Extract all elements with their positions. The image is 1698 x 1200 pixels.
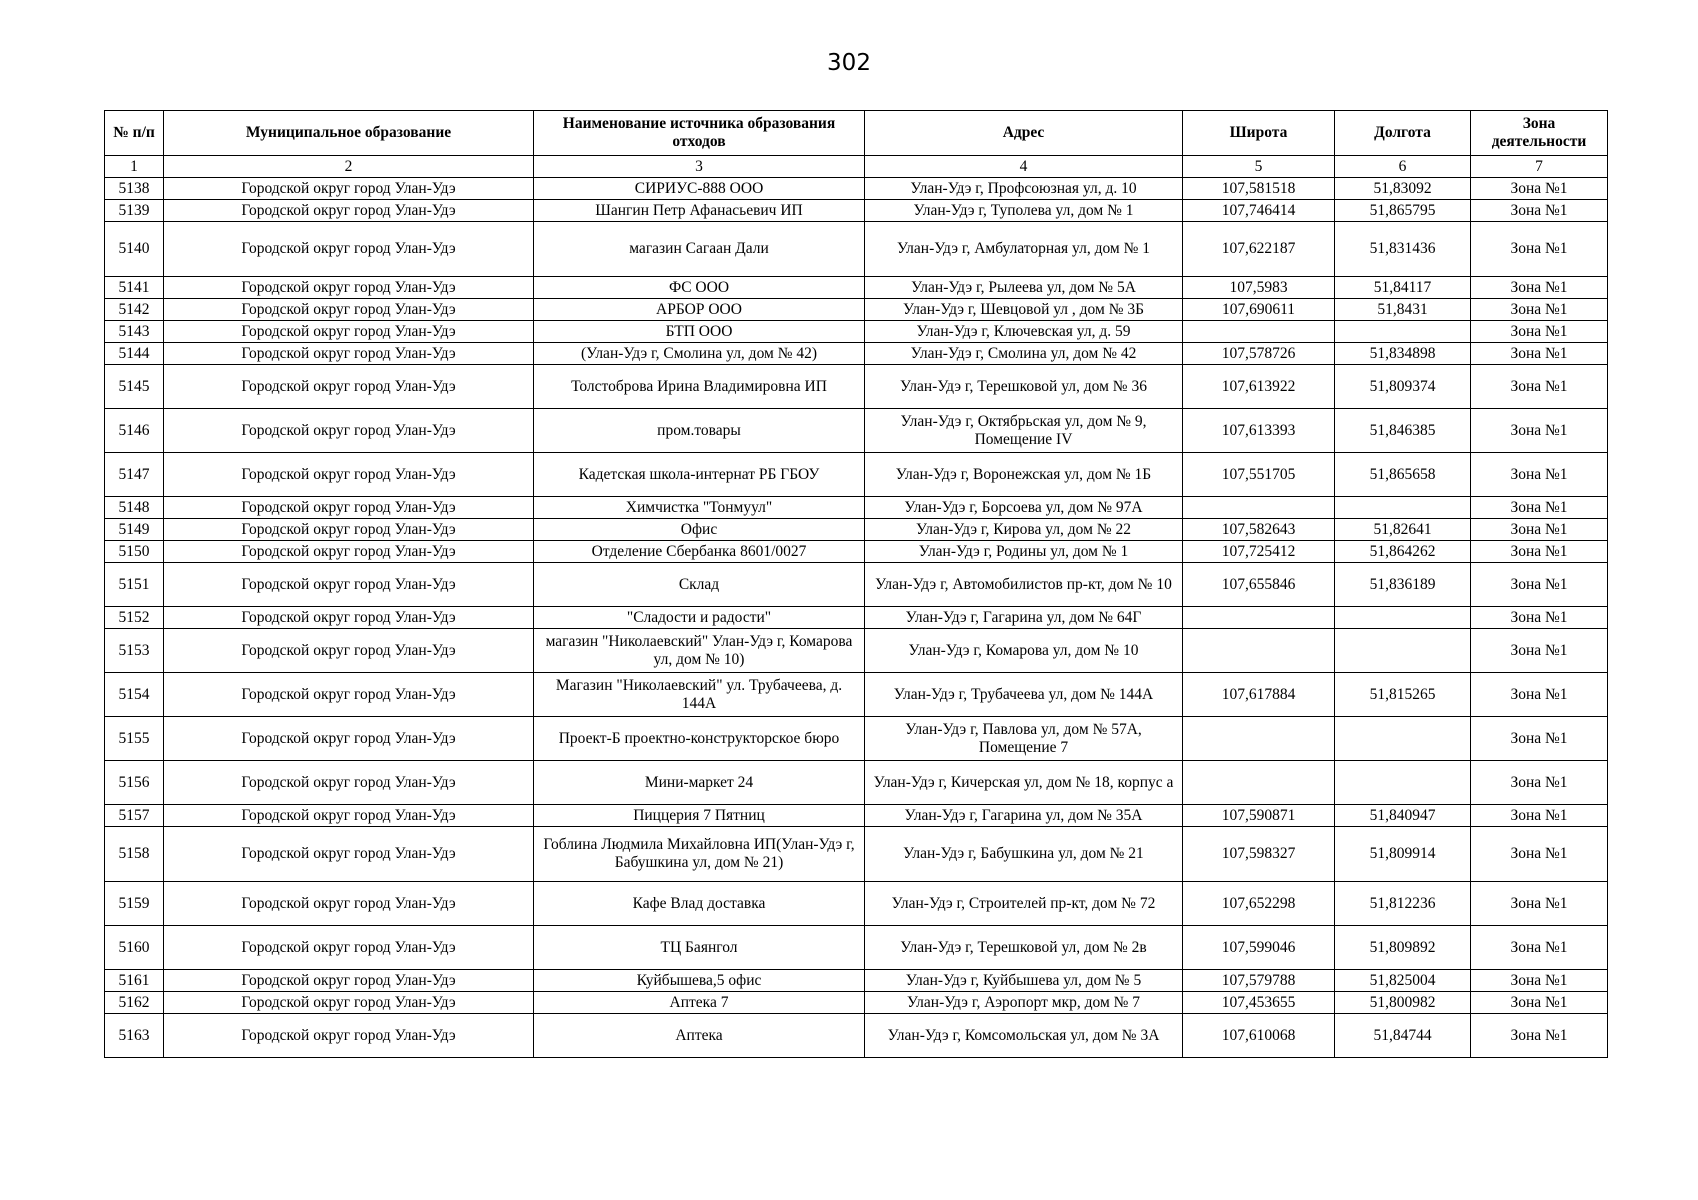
municipality-cell: Городской округ город Улан-Удэ <box>164 673 534 717</box>
longitude-cell <box>1335 497 1471 519</box>
source-cell: магазин Сагаан Дали <box>534 222 865 277</box>
address-cell: Улан-Удэ г, Амбулаторная ул, дом № 1 <box>865 222 1183 277</box>
source-cell: Шангин Петр Афанасьевич ИП <box>534 200 865 222</box>
source-cell: Химчистка "Тонмуул" <box>534 497 865 519</box>
column-number: 5 <box>1183 156 1335 178</box>
row-number: 5140 <box>105 222 164 277</box>
row-number: 5153 <box>105 629 164 673</box>
longitude-cell: 51,812236 <box>1335 882 1471 926</box>
municipality-cell: Городской округ город Улан-Удэ <box>164 519 534 541</box>
municipality-cell: Городской округ город Улан-Удэ <box>164 277 534 299</box>
address-cell: Улан-Удэ г, Шевцовой ул , дом № 3Б <box>865 299 1183 321</box>
longitude-cell: 51,84117 <box>1335 277 1471 299</box>
address-cell: Улан-Удэ г, Гагарина ул, дом № 64Г <box>865 607 1183 629</box>
latitude-cell: 107,610068 <box>1183 1014 1335 1058</box>
table-row <box>105 1014 1608 1058</box>
longitude-cell: 51,846385 <box>1335 409 1471 453</box>
address-cell: Улан-Удэ г, Комарова ул, дом № 10 <box>865 629 1183 673</box>
municipality-cell: Городской округ город Улан-Удэ <box>164 970 534 992</box>
address-cell: Улан-Удэ г, Профсоюзная ул, д. 10 <box>865 178 1183 200</box>
column-number: 7 <box>1471 156 1608 178</box>
zone-cell: Зона №1 <box>1471 497 1608 519</box>
zone-cell: Зона №1 <box>1471 365 1608 409</box>
table-row <box>105 805 1608 827</box>
table-row <box>105 497 1608 519</box>
source-cell: Кадетская школа-интернат РБ ГБОУ <box>534 453 865 497</box>
zone-cell: Зона №1 <box>1471 222 1608 277</box>
municipality-cell: Городской округ город Улан-Удэ <box>164 607 534 629</box>
table-row <box>105 970 1608 992</box>
longitude-cell: 51,865658 <box>1335 453 1471 497</box>
municipality-cell: Городской округ город Улан-Удэ <box>164 222 534 277</box>
zone-cell: Зона №1 <box>1471 541 1608 563</box>
latitude-cell: 107,613922 <box>1183 365 1335 409</box>
table-row <box>105 827 1608 882</box>
latitude-cell: 107,599046 <box>1183 926 1335 970</box>
header-address: Адрес <box>865 111 1183 156</box>
source-cell: ФС ООО <box>534 277 865 299</box>
latitude-cell: 107,613393 <box>1183 409 1335 453</box>
table-row <box>105 926 1608 970</box>
address-cell: Улан-Удэ г, Павлова ул, дом № 57А, Помещение 7 <box>865 717 1183 761</box>
table-row <box>105 299 1608 321</box>
table-row <box>105 519 1608 541</box>
municipality-cell: Городской округ город Улан-Удэ <box>164 761 534 805</box>
table-row <box>105 343 1608 365</box>
latitude-cell: 107,578726 <box>1183 343 1335 365</box>
latitude-cell <box>1183 629 1335 673</box>
address-cell: Улан-Удэ г, Родины ул, дом № 1 <box>865 541 1183 563</box>
address-cell: Улан-Удэ г, Куйбышева ул, дом № 5 <box>865 970 1183 992</box>
source-cell: пром.товары <box>534 409 865 453</box>
longitude-cell: 51,809914 <box>1335 827 1471 882</box>
municipality-cell: Городской округ город Улан-Удэ <box>164 717 534 761</box>
address-cell: Улан-Удэ г, Терешковой ул, дом № 36 <box>865 365 1183 409</box>
zone-cell: Зона №1 <box>1471 519 1608 541</box>
address-cell: Улан-Удэ г, Ключевская ул, д. 59 <box>865 321 1183 343</box>
latitude-cell: 107,690611 <box>1183 299 1335 321</box>
longitude-cell: 51,800982 <box>1335 992 1471 1014</box>
source-cell: (Улан-Удэ г, Смолина ул, дом № 42) <box>534 343 865 365</box>
municipality-cell: Городской округ город Улан-Удэ <box>164 497 534 519</box>
address-cell: Улан-Удэ г, Рылеева ул, дом № 5А <box>865 277 1183 299</box>
header-longitude: Долгота <box>1335 111 1471 156</box>
zone-cell: Зона №1 <box>1471 299 1608 321</box>
latitude-cell <box>1183 321 1335 343</box>
municipality-cell: Городской округ город Улан-Удэ <box>164 541 534 563</box>
row-number: 5161 <box>105 970 164 992</box>
row-number: 5145 <box>105 365 164 409</box>
row-number: 5142 <box>105 299 164 321</box>
longitude-cell: 51,836189 <box>1335 563 1471 607</box>
zone-cell: Зона №1 <box>1471 805 1608 827</box>
address-cell: Улан-Удэ г, Воронежская ул, дом № 1Б <box>865 453 1183 497</box>
longitude-cell: 51,815265 <box>1335 673 1471 717</box>
zone-cell: Зона №1 <box>1471 926 1608 970</box>
address-cell: Улан-Удэ г, Кичерская ул, дом № 18, корпус а <box>865 761 1183 805</box>
source-cell: СИРИУС-888 ООО <box>534 178 865 200</box>
row-number: 5149 <box>105 519 164 541</box>
municipality-cell: Городской округ город Улан-Удэ <box>164 178 534 200</box>
column-number: 6 <box>1335 156 1471 178</box>
address-cell: Улан-Удэ г, Гагарина ул, дом № 35А <box>865 805 1183 827</box>
zone-cell: Зона №1 <box>1471 563 1608 607</box>
longitude-cell <box>1335 629 1471 673</box>
column-number: 4 <box>865 156 1183 178</box>
row-number: 5151 <box>105 563 164 607</box>
address-cell: Улан-Удэ г, Аэропорт мкр, дом № 7 <box>865 992 1183 1014</box>
municipality-cell: Городской округ город Улан-Удэ <box>164 200 534 222</box>
longitude-cell <box>1335 321 1471 343</box>
longitude-cell <box>1335 607 1471 629</box>
table-row <box>105 541 1608 563</box>
address-cell: Улан-Удэ г, Автомобилистов пр-кт, дом № 10 <box>865 563 1183 607</box>
zone-cell: Зона №1 <box>1471 882 1608 926</box>
row-number: 5158 <box>105 827 164 882</box>
municipality-cell: Городской округ город Улан-Удэ <box>164 343 534 365</box>
municipality-cell: Городской округ город Улан-Удэ <box>164 409 534 453</box>
table-row <box>105 673 1608 717</box>
address-cell: Улан-Удэ г, Строителей пр-кт, дом № 72 <box>865 882 1183 926</box>
address-cell: Улан-Удэ г, Кирова ул, дом № 22 <box>865 519 1183 541</box>
municipality-cell: Городской округ город Улан-Удэ <box>164 453 534 497</box>
zone-cell: Зона №1 <box>1471 673 1608 717</box>
table-row <box>105 882 1608 926</box>
zone-cell: Зона №1 <box>1471 277 1608 299</box>
address-cell: Улан-Удэ г, Туполева ул, дом № 1 <box>865 200 1183 222</box>
address-cell: Улан-Удэ г, Смолина ул, дом № 42 <box>865 343 1183 365</box>
longitude-cell: 51,809892 <box>1335 926 1471 970</box>
zone-cell: Зона №1 <box>1471 992 1608 1014</box>
source-cell: Гоблина Людмила Михайловна ИП(Улан-Удэ г, Бабушкина ул, дом № 21) <box>534 827 865 882</box>
latitude-cell: 107,5983 <box>1183 277 1335 299</box>
row-number: 5144 <box>105 343 164 365</box>
row-number: 5141 <box>105 277 164 299</box>
municipality-cell: Городской округ город Улан-Удэ <box>164 827 534 882</box>
row-number: 5143 <box>105 321 164 343</box>
column-numbers-row <box>105 156 1608 178</box>
waste-sources-table <box>104 110 1608 1058</box>
row-number: 5160 <box>105 926 164 970</box>
header-zone: Зона деятельности <box>1471 111 1608 156</box>
source-cell: магазин "Николаевский" Улан-Удэ г, Комарова ул, дом № 10) <box>534 629 865 673</box>
address-cell: Улан-Удэ г, Борсоева ул, дом № 97А <box>865 497 1183 519</box>
zone-cell: Зона №1 <box>1471 629 1608 673</box>
latitude-cell: 107,598327 <box>1183 827 1335 882</box>
row-number: 5148 <box>105 497 164 519</box>
row-number: 5138 <box>105 178 164 200</box>
source-cell: Кафе Влад доставка <box>534 882 865 926</box>
municipality-cell: Городской округ город Улан-Удэ <box>164 629 534 673</box>
latitude-cell: 107,652298 <box>1183 882 1335 926</box>
latitude-cell: 107,725412 <box>1183 541 1335 563</box>
zone-cell: Зона №1 <box>1471 827 1608 882</box>
municipality-cell: Городской округ город Улан-Удэ <box>164 1014 534 1058</box>
latitude-cell <box>1183 607 1335 629</box>
source-cell: АРБОР ООО <box>534 299 865 321</box>
longitude-cell: 51,865795 <box>1335 200 1471 222</box>
latitude-cell: 107,590871 <box>1183 805 1335 827</box>
longitude-cell: 51,82641 <box>1335 519 1471 541</box>
source-cell: Магазин "Николаевский" ул. Трубачеева, д. 144А <box>534 673 865 717</box>
latitude-cell: 107,551705 <box>1183 453 1335 497</box>
municipality-cell: Городской округ город Улан-Удэ <box>164 563 534 607</box>
longitude-cell: 51,83092 <box>1335 178 1471 200</box>
municipality-cell: Городской округ город Улан-Удэ <box>164 805 534 827</box>
page-number: 302 <box>827 50 871 76</box>
zone-cell: Зона №1 <box>1471 343 1608 365</box>
zone-cell: Зона №1 <box>1471 178 1608 200</box>
longitude-cell: 51,840947 <box>1335 805 1471 827</box>
municipality-cell: Городской округ город Улан-Удэ <box>164 299 534 321</box>
latitude-cell <box>1183 497 1335 519</box>
source-cell: Склад <box>534 563 865 607</box>
column-number: 3 <box>534 156 865 178</box>
zone-cell: Зона №1 <box>1471 1014 1608 1058</box>
row-number: 5152 <box>105 607 164 629</box>
zone-cell: Зона №1 <box>1471 200 1608 222</box>
table-row <box>105 607 1608 629</box>
zone-cell: Зона №1 <box>1471 321 1608 343</box>
longitude-cell <box>1335 761 1471 805</box>
row-number: 5157 <box>105 805 164 827</box>
longitude-cell: 51,834898 <box>1335 343 1471 365</box>
column-number: 2 <box>164 156 534 178</box>
table-row <box>105 563 1608 607</box>
zone-cell: Зона №1 <box>1471 607 1608 629</box>
header-source: Наименование источника образования отходов <box>534 111 865 156</box>
source-cell: Аптека 7 <box>534 992 865 1014</box>
latitude-cell: 107,582643 <box>1183 519 1335 541</box>
latitude-cell <box>1183 717 1335 761</box>
table-row <box>105 717 1608 761</box>
source-cell: Аптека <box>534 1014 865 1058</box>
longitude-cell: 51,831436 <box>1335 222 1471 277</box>
longitude-cell: 51,809374 <box>1335 365 1471 409</box>
row-number: 5155 <box>105 717 164 761</box>
column-number: 1 <box>105 156 164 178</box>
longitude-cell: 51,84744 <box>1335 1014 1471 1058</box>
row-number: 5147 <box>105 453 164 497</box>
source-cell: БТП ООО <box>534 321 865 343</box>
table-row <box>105 365 1608 409</box>
address-cell: Улан-Удэ г, Октябрьская ул, дом № 9, Помещение IV <box>865 409 1183 453</box>
zone-cell: Зона №1 <box>1471 717 1608 761</box>
longitude-cell: 51,8431 <box>1335 299 1471 321</box>
source-cell: Пиццерия 7 Пятниц <box>534 805 865 827</box>
row-number: 5163 <box>105 1014 164 1058</box>
table-row <box>105 761 1608 805</box>
address-cell: Улан-Удэ г, Терешковой ул, дом № 2в <box>865 926 1183 970</box>
row-number: 5159 <box>105 882 164 926</box>
table-row <box>105 321 1608 343</box>
table-row <box>105 453 1608 497</box>
latitude-cell: 107,746414 <box>1183 200 1335 222</box>
header-latitude: Широта <box>1183 111 1335 156</box>
table-header <box>105 111 1608 156</box>
municipality-cell: Городской округ город Улан-Удэ <box>164 992 534 1014</box>
source-cell: Куйбышева,5 офис <box>534 970 865 992</box>
source-cell: Проект-Б проектно-конструкторское бюро <box>534 717 865 761</box>
longitude-cell: 51,864262 <box>1335 541 1471 563</box>
zone-cell: Зона №1 <box>1471 453 1608 497</box>
address-cell: Улан-Удэ г, Комсомольская ул, дом № 3А <box>865 1014 1183 1058</box>
source-cell: Мини-маркет 24 <box>534 761 865 805</box>
source-cell: Офис <box>534 519 865 541</box>
row-number: 5162 <box>105 992 164 1014</box>
header-municipality: Муниципальное образование <box>164 111 534 156</box>
source-cell: "Сладости и радости" <box>534 607 865 629</box>
address-cell: Улан-Удэ г, Бабушкина ул, дом № 21 <box>865 827 1183 882</box>
latitude-cell <box>1183 761 1335 805</box>
table-row <box>105 277 1608 299</box>
table-body <box>105 156 1608 1058</box>
source-cell: ТЦ Баянгол <box>534 926 865 970</box>
municipality-cell: Городской округ город Улан-Удэ <box>164 321 534 343</box>
header-number: № п/п <box>105 111 164 156</box>
row-number: 5156 <box>105 761 164 805</box>
row-number: 5146 <box>105 409 164 453</box>
municipality-cell: Городской округ город Улан-Удэ <box>164 926 534 970</box>
table-row <box>105 178 1608 200</box>
municipality-cell: Городской округ город Улан-Удэ <box>164 365 534 409</box>
address-cell: Улан-Удэ г, Трубачеева ул, дом № 144А <box>865 673 1183 717</box>
latitude-cell: 107,453655 <box>1183 992 1335 1014</box>
zone-cell: Зона №1 <box>1471 409 1608 453</box>
longitude-cell: 51,825004 <box>1335 970 1471 992</box>
row-number: 5139 <box>105 200 164 222</box>
latitude-cell: 107,655846 <box>1183 563 1335 607</box>
zone-cell: Зона №1 <box>1471 761 1608 805</box>
latitude-cell: 107,622187 <box>1183 222 1335 277</box>
municipality-cell: Городской округ город Улан-Удэ <box>164 882 534 926</box>
source-cell: Толстоброва Ирина Владимировна ИП <box>534 365 865 409</box>
longitude-cell <box>1335 717 1471 761</box>
row-number: 5154 <box>105 673 164 717</box>
latitude-cell: 107,581518 <box>1183 178 1335 200</box>
row-number: 5150 <box>105 541 164 563</box>
table-row <box>105 992 1608 1014</box>
latitude-cell: 107,579788 <box>1183 970 1335 992</box>
table-row <box>105 222 1608 277</box>
table-row <box>105 629 1608 673</box>
zone-cell: Зона №1 <box>1471 970 1608 992</box>
table-row <box>105 200 1608 222</box>
table-row <box>105 409 1608 453</box>
source-cell: Отделение Сбербанка 8601/0027 <box>534 541 865 563</box>
latitude-cell: 107,617884 <box>1183 673 1335 717</box>
